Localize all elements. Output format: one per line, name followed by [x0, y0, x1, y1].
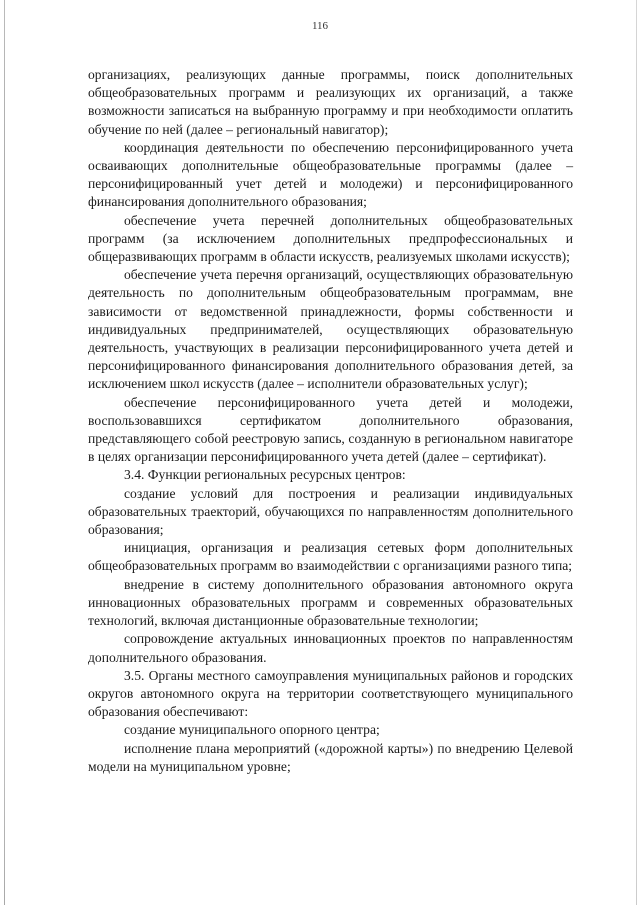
- paragraph-project-support: сопровождение актуальных инновационных проектов по направленностям дополнительного образования.: [88, 631, 573, 665]
- paragraph-municipal-center: создание муниципального опорного центра;: [124, 722, 380, 738]
- paragraph-innovations: внедрение в систему дополнительного образования автономного округа инновационных образовательных программ и современных образовательных технологий, включая дистанционные образовательные технологии;: [88, 576, 573, 629]
- section-heading-3-4: 3.4. Функции региональных ресурсных центров:: [124, 467, 406, 483]
- paragraph-individual-trajectories: создание условий для построения и реализации индивидуальных образовательных траекторий, обучающихся по направленностям дополнительного образования;: [88, 485, 573, 538]
- scan-edge-right: [636, 0, 637, 905]
- paragraph-certificate: обеспечение персонифицированного учета детей и молодежи, воспользовавшихся сертификатом дополнительного образования, представляющего собой реестровую запись, созданную в региональном навигаторе в целях организации персонифицированного учета детей (далее – сертификат).: [88, 394, 573, 465]
- paragraph-organization-list: обеспечение учета перечня организаций, осуществляющих образовательную деятельность по дополнительным общеобразовательным программам, вне зависимости от ведомственной принадлежности, формы собственности и индивидуальных предпринимателей, осуществляющих образовательную деятельность, участвующих в реализации персонифицированного учета детей и персонифицированного финансирования дополнительного образования детей, за исключением школ искусств (далее – исполнители образовательных услуг);: [88, 267, 573, 392]
- paragraph-continuation: организациях, реализующих данные программы, поиск дополнительных общеобразовательных программ и реализующих их организаций, а также возможности записаться на выбранную программу и при необходимости оплатить обучение по ней (далее – региональный навигатор);: [88, 67, 573, 137]
- scan-edge-left: [4, 0, 5, 905]
- paragraph-coordination: координация деятельности по обеспечению персонифицированного учета осваивающих дополнительные общеобразовательные программы (далее – персонифицированный учет детей и молодежи) и персонифицированного финансирования дополнительного образования;: [88, 139, 573, 210]
- paragraph-program-lists: обеспечение учета перечней дополнительных общеобразовательных программ (за исключением дополнительных предпрофессиональных и общеразвивающих программ в области искусств, реализуемых школами искусств);: [88, 212, 573, 265]
- page-number: 116: [311, 20, 329, 32]
- paragraph-network-forms: инициация, организация и реализация сетевых форм дополнительных общеобразовательных программ во взаимодействии с организациями разного типа;: [88, 540, 573, 574]
- document-body: [88, 66, 573, 776]
- section-heading-3-5: 3.5. Органы местного самоуправления муниципальных районов и городских округов автономного округа на территории соответствующего муниципального образования обеспечивают:: [88, 667, 573, 720]
- paragraph-roadmap: исполнение плана мероприятий («дорожной карты») по внедрению Целевой модели на муниципальном уровне;: [88, 740, 573, 774]
